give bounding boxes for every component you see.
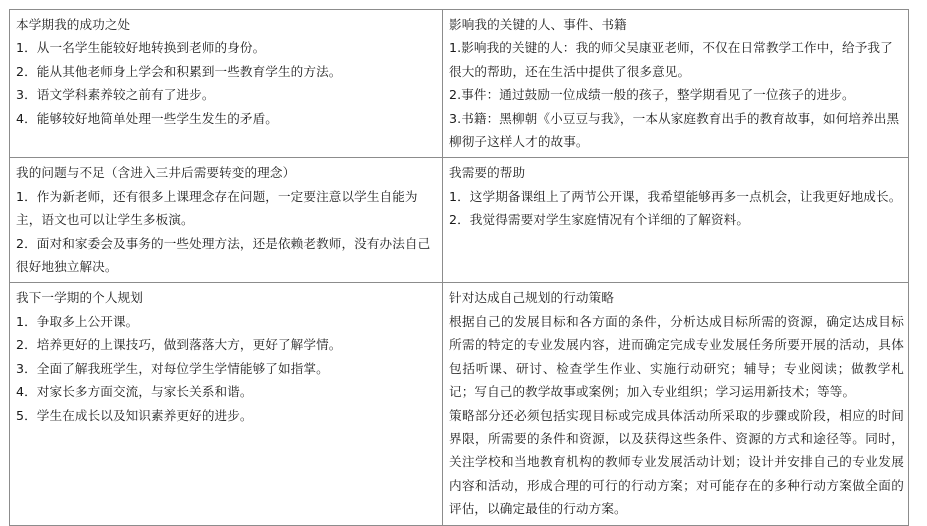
list-item: 1．争取多上公开课。 [16, 313, 139, 329]
cell-key-influences [443, 10, 909, 158]
cell-heading: 我的问题与不足（含进入三井后需要转变的理念） [16, 165, 296, 181]
cell-success [10, 10, 443, 158]
list-item: 2．培养更好的上课技巧，做到落落大方，更好了解学情。 [16, 337, 342, 353]
list-item: 2.事件：通过鼓励一位成绩一般的孩子，整学期看见了一位孩子的进步。 [449, 87, 855, 103]
cell-problems [10, 158, 443, 283]
table-row [10, 10, 909, 158]
list-item: 1．这学期备课组上了两节公开课，我希望能够再多一点机会，让我更好地成长。 [449, 188, 902, 204]
cell-action-strategy [443, 283, 909, 525]
list-item: 1．从一名学生能较好地转换到老师的身份。 [16, 40, 266, 56]
list-item: 3．语文学科素养较之前有了进步。 [16, 87, 215, 103]
table-row [10, 158, 909, 283]
list-item: 4．能够较好地简单处理一些学生发生的矛盾。 [16, 110, 278, 126]
cell-heading: 影响我的关键的人、事件、书籍 [449, 17, 627, 32]
cell-help-needed [443, 158, 909, 283]
list-item: 2．我觉得需要对学生家庭情况有个详细的了解资料。 [449, 212, 750, 228]
paragraph: 策略部分还必须包括实现目标或完成具体活动所采取的步骤或阶段，相应的时间界限，所需要的条件和资源，以及获得这些条件、资源的方式和途径等。同时，关注学校和当地教育机构的教师专业发展活动计划；设计并安排自己的专业发展内容和活动，形成合理的可行的行动方案；对可能存在的多种行动方案做全面的评估，以确定最佳的行动方案。 [449, 407, 904, 517]
cell-heading: 我下一学期的个人规划 [16, 290, 143, 306]
cell-next-plan [10, 283, 443, 525]
table-row [10, 283, 909, 525]
list-item: 1.影响我的关键的人：我的师父吴康亚老师，不仅在日常教学工作中，给予我了很大的帮助，还在生活中提供了很多意见。 [449, 40, 893, 79]
list-item: 5．学生在成长以及知识素养更好的进步。 [16, 407, 253, 423]
paragraph: 根据自己的发展目标和各方面的条件，分析达成目标所需的资源，确定达成目标所需的特定的专业发展内容，进而确定完成专业发展任务所要开展的活动，具体包括听课、研讨、检查学生作业、实施行动研究；辅导；专业阅读；做教学札记；写自己的教学故事或案例；加入专业组织；学习运用新技术；等等。 [449, 313, 904, 400]
list-item: 2．面对和家委会及事务的一些处理方法，还是依赖老教师，没有办法自己很好地独立解决。 [16, 235, 431, 275]
cell-heading: 我需要的帮助 [449, 165, 526, 181]
list-item: 1．作为新老师，还有很多上课理念存在问题，一定要注意以学生自能为主，语文也可以让学生多板演。 [16, 188, 418, 228]
list-item: 4．对家长多方面交流，与家长关系和谐。 [16, 384, 253, 400]
reflection-table [9, 9, 909, 526]
list-item: 2．能从其他老师身上学会和积累到一些教育学生的方法。 [16, 63, 342, 79]
list-item: 3．全面了解我班学生，对每位学生学情能够了如指掌。 [16, 360, 329, 376]
list-item: 3.书籍：黑柳朝《小豆豆与我》，一本从家庭教育出手的教育故事，如何培养出黑柳彻子这样人才的故事。 [449, 110, 900, 150]
cell-heading: 本学期我的成功之处 [16, 17, 131, 32]
cell-heading: 针对达成自己规划的行动策略 [449, 290, 615, 306]
